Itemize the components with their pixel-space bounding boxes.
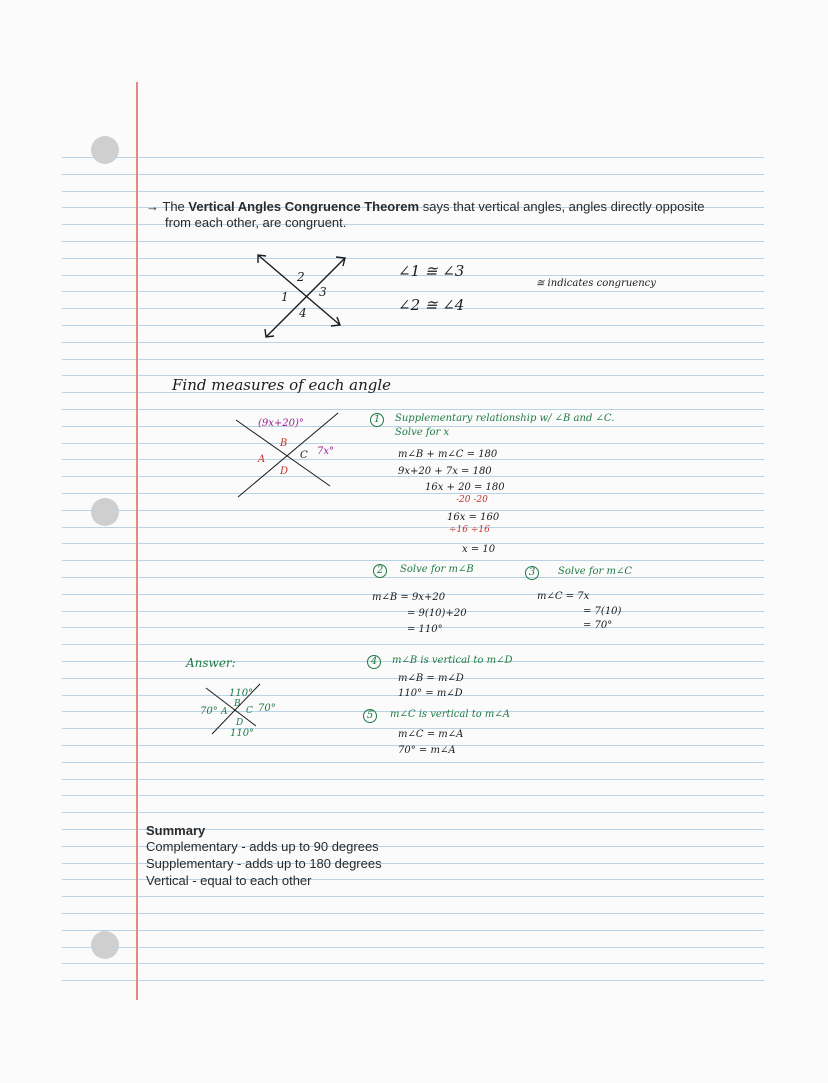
theorem-line-2: from each other, are congruent. — [165, 215, 347, 230]
label-C: C — [300, 450, 308, 461]
theorem-prefix: The — [162, 199, 189, 214]
answer-top: 110° — [229, 688, 254, 699]
step1-number: 1 — [370, 413, 384, 427]
step1-line: m∠B + m∠C = 180 — [398, 449, 498, 460]
problem-prompt: Find measures of each angle — [172, 376, 392, 394]
answer-label: Answer: — [186, 656, 236, 670]
angle-label-1: 1 — [281, 290, 289, 304]
step5-line: 70° = m∠A — [398, 745, 456, 756]
relation-2-4: ∠2 ≅ ∠4 — [398, 296, 465, 314]
expr-purple: (9x+20)° — [258, 418, 304, 429]
step2-line: = 110° — [407, 624, 443, 635]
step3-line: m∠C = 7x — [537, 591, 590, 602]
step5-line: m∠C = m∠A — [398, 729, 464, 740]
label-A: A — [258, 454, 266, 465]
label-B: B — [280, 438, 288, 449]
step1-title: Supplementary relationship w/ ∠B and ∠C. — [395, 413, 615, 424]
step4-title: m∠B is vertical to m∠D — [392, 655, 513, 666]
step3-number: 3 — [525, 566, 539, 580]
step1-line: -20 -20 — [456, 495, 488, 505]
step5-number: 5 — [363, 709, 377, 723]
theorem-name: Vertical Angles Congruence Theorem — [188, 199, 420, 214]
answer-B: B — [234, 699, 241, 709]
step2-title: Solve for m∠B — [400, 564, 474, 575]
angle-label-3: 3 — [319, 285, 327, 299]
step1-subtitle: Solve for x — [395, 427, 450, 438]
step3-line: = 7(10) — [583, 606, 622, 617]
answer-C: C — [246, 706, 253, 716]
summary-heading: Summary — [146, 823, 206, 838]
summary-item: Complementary - adds up to 90 degrees — [146, 839, 379, 854]
answer-bottom: 110° — [230, 728, 255, 739]
relation-1-3: ∠1 ≅ ∠3 — [398, 262, 465, 280]
step5-title: m∠C is vertical to m∠A — [390, 709, 511, 720]
expr-7x: 7x° — [317, 446, 335, 457]
step1-line: 16x = 160 — [447, 512, 500, 523]
step4-line: 110° = m∠D — [398, 688, 463, 699]
summary-item: Vertical - equal to each other — [146, 873, 312, 888]
summary-item: Supplementary - adds up to 180 degrees — [146, 856, 382, 871]
theorem-arrow: → — [146, 199, 159, 214]
step2-line: = 9(10)+20 — [407, 608, 467, 619]
step1-line: 9x+20 + 7x = 180 — [398, 466, 492, 477]
step3-line: = 70° — [583, 620, 613, 631]
step2-line: m∠B = 9x+20 — [372, 592, 446, 603]
step4-line: m∠B = m∠D — [398, 673, 464, 684]
angle-label-2: 2 — [297, 270, 305, 284]
step1-line: 16x + 20 = 180 — [425, 482, 505, 493]
answer-right: 70° — [258, 703, 276, 714]
step3-title: Solve for m∠C — [558, 566, 633, 577]
theorem-text: says that vertical angles, angles directly opposite — [419, 199, 705, 214]
congruence-note: ≅ indicates congruency — [536, 278, 656, 289]
answer-A: A — [221, 707, 228, 717]
step2-number: 2 — [373, 564, 387, 578]
step1-line: x = 10 — [462, 544, 496, 555]
step1-line: ÷16 ÷16 — [449, 525, 490, 535]
step4-number: 4 — [367, 655, 381, 669]
answer-left: 70° — [200, 706, 218, 717]
label-D: D — [280, 466, 289, 477]
angle-label-4: 4 — [299, 306, 307, 320]
answer-D: D — [236, 718, 244, 728]
